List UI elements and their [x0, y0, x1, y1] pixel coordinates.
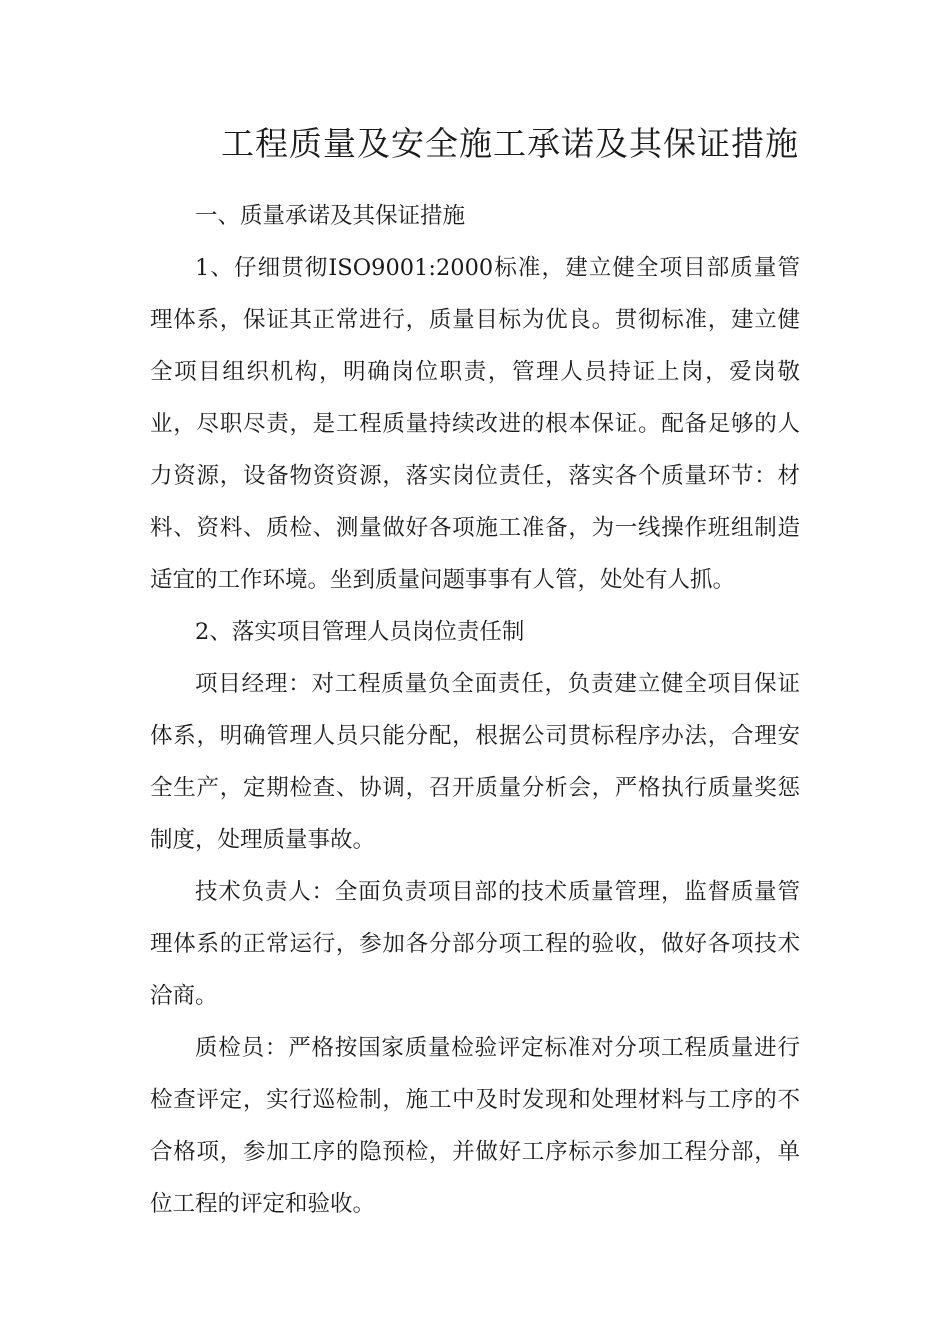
paragraph-quality-inspector: 质检员：严格按国家质量检验评定标准对分项工程质量进行检查评定，实行巡检制，施工中及时发现和处理材料与工序的不合格项，参加工序的隐预检，并做好工序标示参加工程分部，单位工程的评定和验收。 [150, 1035, 800, 1217]
paragraph-technical-lead: 技术负责人：全面负责项目部的技术质量管理，监督质量管理体系的正常运行，参加各分部分项工程的验收，做好各项技术洽商。 [150, 879, 800, 1009]
document-title: 工程质量及安全施工承诺及其保证措施 [221, 124, 799, 163]
subheading-responsibility: 2、落实项目管理人员岗位责任制 [195, 619, 525, 645]
paragraph-iso-standard: 1、仔细贯彻ISO9001:2000标准，建立健全项目部质量管理体系，保证其正常进行，质量目标为优良。贯彻标准，建立健全项目组织机构，明确岗位职责，管理人员持证上岗，爱岗敬业，尽职尽责，是工程质量持续改进的根本保证。配备足够的人力资源，设备物资资源，落实岗位责任，落实各个质量环节：材料、资料、质检、测量做好各项施工准备，为一线操作班组制造适宜的工作环境。坐到质量问题事事有人管，处处有人抓。 [150, 255, 800, 593]
paragraph-project-manager: 项目经理：对工程质量负全面责任，负责建立健全项目保证体系，明确管理人员只能分配，根据公司贯标程序办法，合理安全生产，定期检查、协调，召开质量分析会，严格执行质量奖惩制度，处理质量事故。 [150, 671, 800, 853]
section-heading-quality: 一、质量承诺及其保证措施 [195, 203, 466, 229]
document-body [150, 190, 800, 1230]
